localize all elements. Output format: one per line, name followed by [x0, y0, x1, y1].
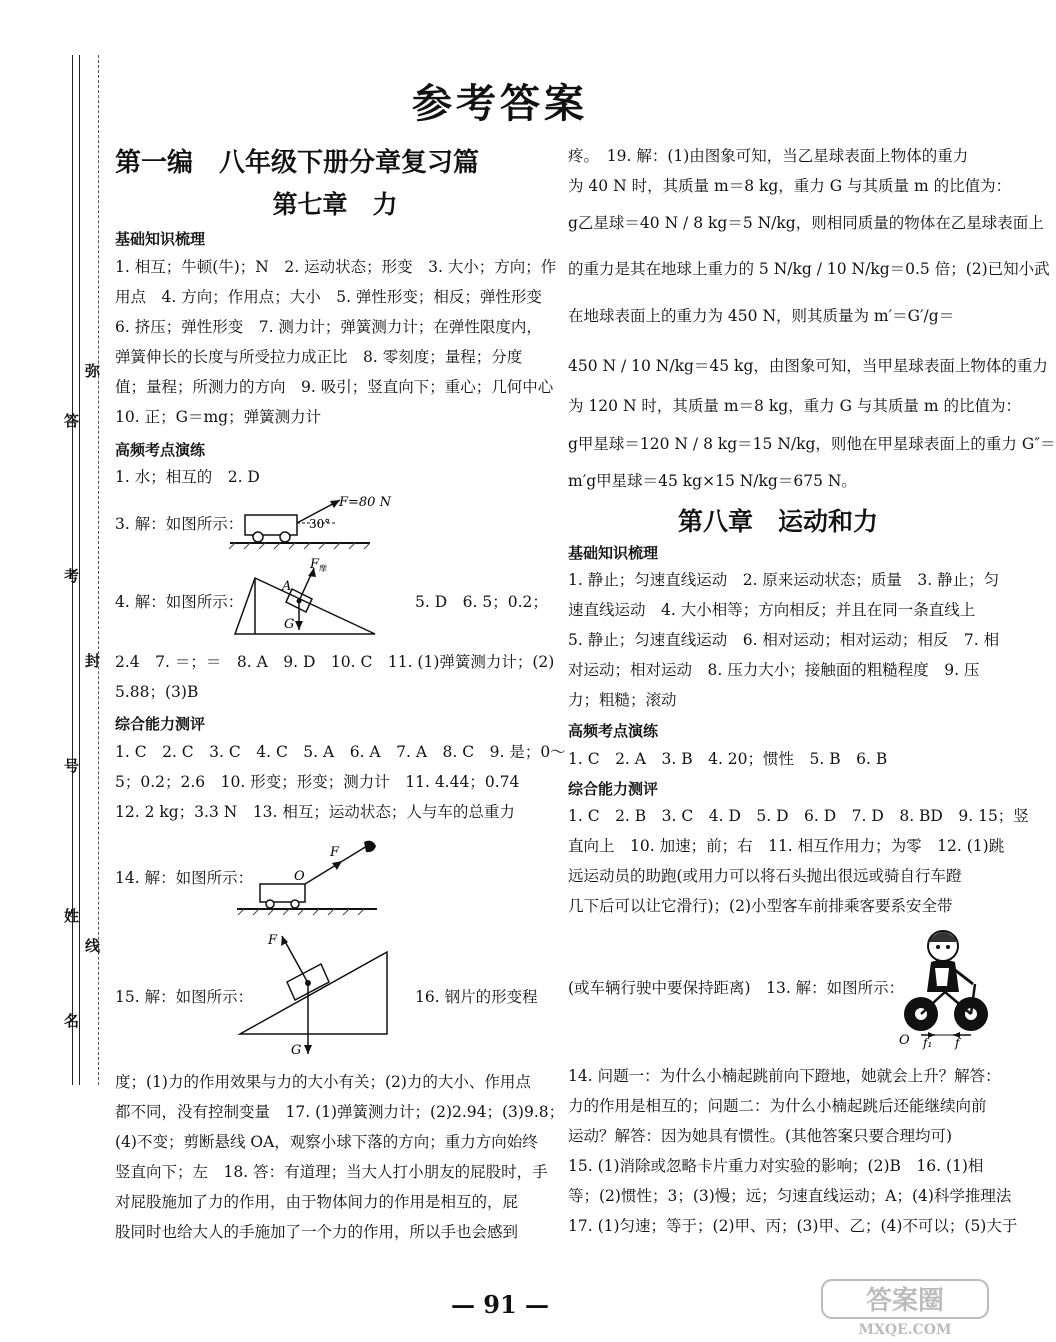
chapter-7-title: 第七章 力 — [272, 190, 398, 219]
answer-line: 1. 水；相互的 2. D — [115, 468, 260, 486]
margin-char: 封 — [85, 652, 101, 670]
answer-line: 3. 解：如图所示： — [115, 515, 244, 533]
friction-label: f₁ — [923, 1036, 933, 1050]
force-label: F=80 N — [339, 495, 391, 510]
q3-cart-diagram — [225, 490, 391, 550]
answer-line: 1. C 2. A 3. B 4. 20；惯性 5. B 6. B — [568, 750, 888, 768]
answer-line: 远运动员的助跑(或用力可以将石头抛出很远或骑自行车蹬 — [568, 867, 962, 885]
answer-line: 的重力是其在地球上重力的 5 N/kg / 10 N/kg＝0.5 倍；(2)已知小武 — [568, 260, 1050, 278]
gravity-label: G — [284, 617, 295, 632]
answer-line: 15. (1)消除或忽略卡片重力对实验的影响；(2)B 16. (1)相 — [568, 1157, 984, 1175]
force-label: F — [310, 557, 320, 572]
answer-line: 直向上 10. 加速；前；右 11. 相互作用力；为零 12. (1)跳 — [568, 837, 1005, 855]
section-heading: 综合能力测评 — [568, 780, 659, 798]
margin-char: 答 — [64, 412, 80, 430]
answer-line: 1. 相互；牛顿(牛)；N 2. 运动状态；形变 3. 大小；方向；作 — [115, 258, 557, 276]
answer-line: 值；量程；所测力的方向 9. 吸引；竖直向下；重心；几何中心 — [115, 378, 554, 396]
point-label: O — [294, 869, 305, 884]
margin-char: 号 — [64, 757, 80, 775]
answer-line: 运动？解答：因为她具有惯性。(其他答案只要合理均可) — [568, 1127, 953, 1145]
answer-line: 6. 挤压；弹性形变 7. 测力计；弹簧测力计；在弹性限度内， — [115, 318, 542, 336]
q15-incline-diagram — [235, 926, 395, 1058]
answer-line: 速直线运动 4. 大小相等；方向相反；并且在同一条直线上 — [568, 601, 976, 619]
answer-line: g乙星球＝40 N / 8 kg＝5 N/kg，则相同质量的物体在乙星球表面上 — [568, 214, 1044, 232]
answer-line: 5；0.2；2.6 10. 形变；形变；测力计 11. 4.44；0.74 — [115, 773, 520, 791]
force-label: F — [268, 933, 278, 948]
answer-line: 5. 静止；匀速直线运动 6. 相对运动；相对运动；相反 7. 相 — [568, 631, 1000, 649]
answer-line: 14. 解：如图所示： — [115, 869, 254, 887]
point-label: A — [282, 579, 292, 594]
q4-incline-diagram — [230, 556, 380, 638]
section-heading: 基础知识梳理 — [568, 544, 659, 562]
binding-rule-inner — [79, 55, 80, 1085]
angle-label: 30° — [309, 517, 331, 531]
watermark-logo — [820, 1278, 990, 1338]
answer-line: 几下后可以让它滑行)；(2)小型客车前排乘客要系安全带 — [568, 897, 953, 915]
section-heading: 基础知识梳理 — [115, 230, 206, 248]
answer-line: 5.88；(3)B — [115, 683, 199, 701]
answer-line: 都不同，没有控制变量 17. (1)弹簧测力计；(2)2.94；(3)9.8； — [115, 1103, 565, 1121]
answer-line: 10. 正；G＝mg；弹簧测力计 — [115, 408, 322, 426]
friction-label: f — [955, 1036, 960, 1050]
answer-line: 1. C 2. B 3. C 4. D 5. D 6. D 7. D 8. BD 9. 15；竖 — [568, 807, 1029, 825]
answer-line: 对运动；相对运动 8. 压力大小；接触面的粗糙程度 9. 压 — [568, 661, 980, 679]
gravity-label: G — [291, 1043, 302, 1058]
answer-line: 力；粗糙；滚动 — [568, 691, 677, 709]
answer-line: 度；(1)力的作用效果与力的大小有关；(2)力的大小、作用点 — [115, 1073, 531, 1091]
answer-line: 1. 静止；匀速直线运动 2. 原来运动状态；质量 3. 静止；匀 — [568, 571, 1000, 589]
answer-line: (或车辆行驶中要保持距离) 13. 解：如图所示： — [568, 979, 905, 997]
answer-line: (4)不变；剪断悬线 OA，观察小球下落的方向；重力方向始终 — [115, 1133, 538, 1151]
watermark-text: 答案圈 — [865, 1286, 945, 1316]
answer-line: 在地球表面上的重力为 450 N，则其质量为 m′＝G′/g＝ — [568, 307, 955, 325]
section-heading: 高频考点演练 — [568, 722, 659, 740]
margin-char: 名 — [64, 1012, 80, 1030]
page-title: 参考答案 — [412, 80, 588, 127]
margin-char: 线 — [85, 937, 101, 955]
margin-char: 考 — [64, 567, 80, 585]
page-number: — 91 — — [450, 1290, 550, 1319]
answer-line: 14. 问题一：为什么小楠起跳前向下蹬地，她就会上升？解答： — [568, 1067, 1001, 1085]
margin-char: 姓 — [64, 907, 80, 925]
chapter-8-title: 第八章 运动和力 — [677, 507, 878, 536]
answer-line: 弹簧伸长的长度与所受拉力成正比 8. 零刻度；量程；分度 — [115, 348, 523, 366]
seal-line — [98, 55, 99, 1085]
point-label: O — [899, 1033, 910, 1048]
watermark-url: MXQE.COM — [858, 1322, 952, 1338]
answer-line: 15. 解：如图所示： — [115, 988, 254, 1006]
answer-line: 4. 解：如图所示： — [115, 593, 244, 611]
answer-line: 16. 钢片的形变程 — [415, 988, 538, 1006]
answer-line: 对屁股施加了力的作用，由于物体间力的作用是相互的，屁 — [115, 1193, 519, 1211]
answer-line: 为 120 N 时，其质量 m＝8 kg，重力 G 与其质量 m 的比值为： — [568, 397, 1021, 415]
answer-line: 股同时也给大人的手施加了一个力的作用，所以手也会感到 — [115, 1223, 519, 1241]
answer-line: m′g甲星球＝45 kg×15 N/kg＝675 N。 — [568, 472, 857, 490]
answer-line: 12. 2 kg；3.3 N 13. 相互；运动状态；人与车的总重力 — [115, 803, 515, 821]
margin-char: 弥 — [85, 362, 101, 380]
answer-line: 疼。 19. 解：(1)由图象可知，当乙星球表面上物体的重力 — [568, 147, 969, 165]
section-heading: 高频考点演练 — [115, 441, 206, 459]
answer-line: 等；(2)惯性；3；(3)慢；远；匀速直线运动；A；(4)科学推理法 — [568, 1187, 1012, 1205]
answer-line: 17. (1)匀速；等于；(2)甲、丙；(3)甲、乙；(4)不可以；(5)大于 — [568, 1217, 1018, 1235]
q13-bicycle-diagram — [895, 922, 995, 1048]
answer-line: 竖直向下；左 18. 答：有道理；当大人打小朋友的屁股时，手 — [115, 1163, 548, 1181]
answer-line: 2.4 7. ＝；＝ 8. A 9. D 10. C 11. (1)弹簧测力计；(2) — [115, 653, 555, 671]
q14-pull-diagram — [232, 832, 382, 922]
answer-line: 5. D 6. 5；0.2； — [415, 593, 548, 611]
answer-line: 用点 4. 方向；作用点；大小 5. 弹性形变；相反；弹性形变 — [115, 288, 542, 306]
force-subscript: 摩 — [319, 564, 327, 573]
part-title: 第一编 八年级下册分章复习篇 — [115, 148, 480, 178]
answer-line: g甲星球＝120 N / 8 kg＝15 N/kg，则他在甲星球表面上的重力 G″＝ — [568, 435, 1056, 453]
force-label: F — [330, 845, 340, 860]
answer-line: 450 N / 10 N/kg＝45 kg，由图象可知，当甲星球表面上物体的重力 — [568, 357, 1048, 375]
answer-line: 为 40 N 时，其质量 m＝8 kg，重力 G 与其质量 m 的比值为： — [568, 177, 1012, 195]
section-heading: 综合能力测评 — [115, 715, 206, 733]
answer-line: 力的作用是相互的；问题二：为什么小楠起跳后还能继续向前 — [568, 1097, 987, 1115]
answer-line: 1. C 2. C 3. C 4. C 5. A 6. A 7. A 8. C 9. 是；0～ — [115, 743, 566, 761]
